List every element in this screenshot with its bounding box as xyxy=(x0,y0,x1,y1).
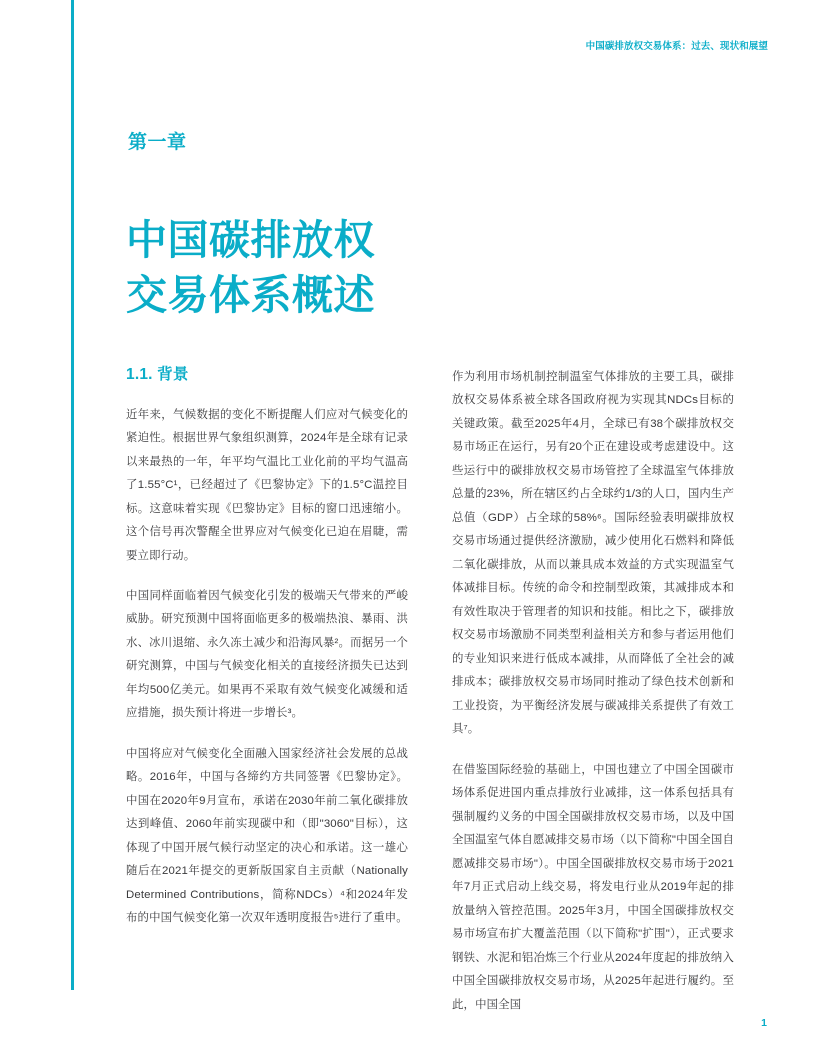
chapter-eyebrow: 第一章 xyxy=(128,132,187,153)
chapter-title-line-1: 中国碳排放权 xyxy=(126,217,375,264)
section-heading-background: 1.1. 背景 xyxy=(126,366,189,383)
page-number: 1 xyxy=(761,1016,767,1029)
right-column xyxy=(452,366,734,1017)
paragraph: 中国同样面临着因气候变化引发的极端天气带来的严峻威胁。研究预测中国将面临更多的极端热浪、暴雨、洪水、冰川退缩、永久冻土减少和沿海风暴²。而据另一个研究测算，中国与气候变化相关的直接经济损失已达到年均500亿美元。如果再不采取有效气候变化减缓和适应措施，损失预计将进一步增长³。 xyxy=(126,589,408,720)
body-columns xyxy=(126,366,734,1017)
left-column xyxy=(126,366,408,1017)
paragraph: 中国将应对气候变化全面融入国家经济社会发展的总战略。2016年，中国与各缔约方共同签署《巴黎协定》。中国在2020年9月宣布，承诺在2030年前二氧化碳排放达到峰值、2060年前实现碳中和（即"3060"目标），这体现了中国开展气候行动坚定的决心和承诺。这一雄心随后在2021年提交的更新版国家自主贡献（Nationally Determined Contributions，简称NDCs）⁴和2024年发布的中国气候变化第一次双年透明度报告⁵进行了重申。 xyxy=(126,747,408,925)
page-title xyxy=(126,213,456,323)
running-header: 中国碳排放权交易体系：过去、现状和展望 xyxy=(585,41,768,52)
paragraph: 在借鉴国际经验的基础上，中国也建立了中国全国碳市场体系促进国内重点排放行业减排，这一体系包括具有强制履约义务的中国全国碳排放权交易市场，以及中国全国温室气体自愿减排交易市场（以下简称"中国全国自愿减排交易市场"）。中国全国碳排放权交易市场于2021年7月正式启动上线交易，将发电行业从2019年起的排放量纳入管控范围。2025年3月，中国全国碳排放权交易市场宣布扩大覆盖范围（以下简称"扩围"），正式要求钢铁、水泥和铝冶炼三个行业从2024年度起的排放纳入中国全国碳排放权交易市场，从2025年起进行履约。至此，中国全国 xyxy=(452,763,734,1011)
paragraph: 作为利用市场机制控制温室气体排放的主要工具，碳排放权交易体系被全球各国政府视为实现其NDCs目标的关键政策。截至2025年4月，全球已有38个碳排放权交易市场正在运行，另有20个正在建设或考虑建设中。这些运行中的碳排放权交易市场管控了全球温室气体排放总量的23%，所在辖区约占全球约1/3的人口，国内生产总值（GDP）占全球的58%⁶。国际经验表明碳排放权交易市场通过提供经济激励，减少使用化石燃料和降低二氧化碳排放，从而以兼具成本效益的方式实现温室气体减排目标。传统的命令和控制型政策，其减排成本和有效性取决于管理者的知识和技能。相比之下，碳排放权交易市场激励不同类型利益相关方和参与者运用他们的专业知识来进行低成本减排，从而降低了全社会的减排成本；碳排放权交易市场同时推动了绿色技术创新和工业投资，为平衡经济发展与碳减排关系提供了有效工具⁷。 xyxy=(452,371,734,736)
paragraph: 近年来，气候数据的变化不断提醒人们应对气候变化的紧迫性。根据世界气象组织测算，2024年是全球有记录以来最热的一年，年平均气温比工业化前的平均气温高了1.55°C¹，已经超过了《巴黎协定》下的1.5°C温控目标。这意味着实现《巴黎协定》目标的窗口迅速缩小。这个信号再次警醒全世界应对气候变化已迫在眉睫，需要立即行动。 xyxy=(126,408,408,562)
chapter-title-line-2: 交易体系概述 xyxy=(126,272,375,319)
left-accent-rule xyxy=(71,0,74,990)
